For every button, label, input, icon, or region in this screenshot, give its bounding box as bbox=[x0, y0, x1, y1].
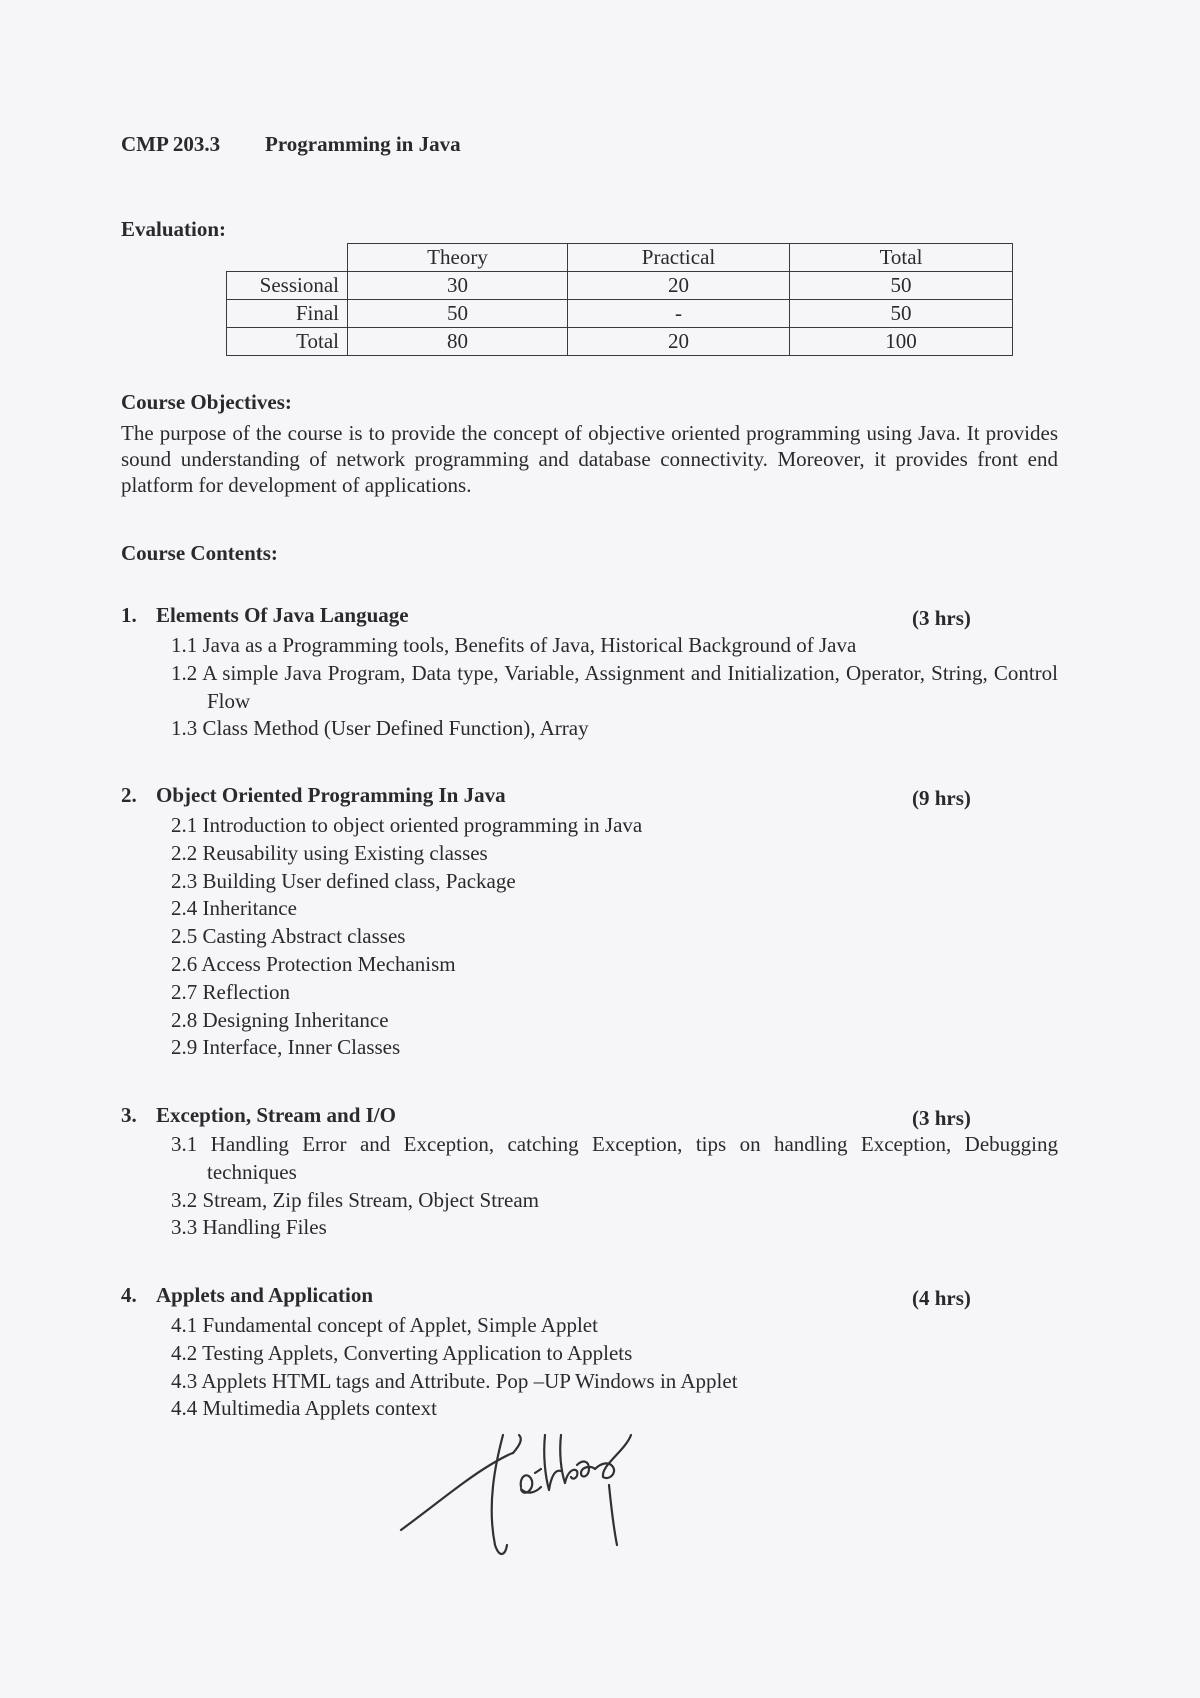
objectives-heading: Course Objectives: bbox=[121, 390, 292, 414]
section-number: 3. bbox=[121, 1103, 137, 1127]
course-title: Programming in Java bbox=[265, 132, 461, 156]
list-item: 4.1 Fundamental concept of Applet, Simple Applet bbox=[171, 1313, 598, 1337]
section-number: 2. bbox=[121, 783, 137, 807]
table-row bbox=[227, 300, 1013, 328]
table-cell: - bbox=[568, 300, 790, 328]
section-hours-3: (3 hrs) bbox=[912, 1106, 971, 1130]
evaluation-heading: Evaluation: bbox=[121, 217, 227, 241]
section-title-2 bbox=[121, 783, 506, 808]
list-item: 4.2 Testing Applets, Converting Application to Applets bbox=[171, 1340, 633, 1365]
section-title-text: Elements Of Java Language bbox=[156, 603, 409, 627]
list-item: 2.5 Casting Abstract classes bbox=[171, 924, 406, 949]
section-number: 1. bbox=[121, 603, 137, 627]
list-item: 3.3 Handling Files bbox=[171, 1215, 327, 1240]
section-title-3 bbox=[121, 1103, 396, 1128]
list-item: 2.8 Designing Inheritance bbox=[171, 1007, 389, 1032]
column-header: Theory bbox=[348, 244, 568, 272]
table-cell: 100 bbox=[790, 328, 1013, 356]
table-cell: 80 bbox=[348, 328, 568, 356]
list-item: 3.2 Stream, Zip files Stream, Object Stream bbox=[171, 1187, 539, 1212]
list-item: 2.1 Introduction to object oriented programming in Java bbox=[171, 813, 643, 837]
list-item: 3.1 Handling Error and Exception, catching Exception, tips on handling Exception, Debugging techniques bbox=[171, 1132, 1058, 1184]
topic-list-3 bbox=[171, 1131, 1058, 1242]
column-header: Total bbox=[790, 244, 1013, 272]
table-cell: 30 bbox=[348, 272, 568, 300]
table-row bbox=[227, 328, 1013, 356]
list-item: 2.2 Reusability using Existing classes bbox=[171, 840, 488, 865]
table-cell: 50 bbox=[790, 272, 1013, 300]
list-item: 2.3 Building User defined class, Package bbox=[171, 868, 516, 893]
course-code: CMP 203.3 bbox=[121, 132, 221, 156]
section-title-text: Object Oriented Programming In Java bbox=[156, 783, 506, 807]
list-item: 1.3 Class Method (User Defined Function), Array bbox=[171, 716, 589, 741]
section-title-4 bbox=[121, 1283, 373, 1308]
signature-image bbox=[395, 1395, 665, 1565]
section-hours-2: (9 hrs) bbox=[912, 786, 971, 810]
topic-list-1 bbox=[171, 632, 1058, 743]
list-item: 4.3 Applets HTML tags and Attribute. Pop –UP Windows in Applet bbox=[171, 1368, 738, 1393]
contents-heading: Course Contents: bbox=[121, 541, 278, 565]
list-item: 2.7 Reflection bbox=[171, 979, 290, 1004]
table-cell: 20 bbox=[568, 328, 790, 356]
section-title-text: Exception, Stream and I/O bbox=[156, 1103, 396, 1127]
evaluation-table bbox=[226, 243, 1013, 356]
table-cell: 50 bbox=[790, 300, 1013, 328]
list-item: 1.2 A simple Java Program, Data type, Variable, Assignment and Initialization, Operator, String, Control Flow bbox=[171, 660, 1058, 713]
table-row bbox=[227, 272, 1013, 300]
list-item: 2.6 Access Protection Mechanism bbox=[171, 951, 456, 976]
section-hours-4: (4 hrs) bbox=[912, 1286, 971, 1310]
section-number: 4. bbox=[121, 1283, 137, 1307]
row-label: Final bbox=[227, 300, 348, 328]
table-cell: 20 bbox=[568, 272, 790, 300]
table-cell: 50 bbox=[348, 300, 568, 328]
table-corner-cell bbox=[227, 244, 348, 272]
topic-list-2 bbox=[171, 812, 1058, 1062]
list-item: 1.1 Java as a Programming tools, Benefits of Java, Historical Background of Java bbox=[171, 633, 857, 657]
row-label: Sessional bbox=[227, 272, 348, 300]
section-title-1 bbox=[121, 603, 409, 628]
table-header-row bbox=[227, 244, 1013, 272]
objectives-paragraph: The purpose of the course is to provide the concept of objective oriented programming using Java. It provides sound understanding of network programming and database connectivity. Moreover, it provides front end platform for development of applications. bbox=[121, 421, 1058, 497]
column-header: Practical bbox=[568, 244, 790, 272]
section-hours-1: (3 hrs) bbox=[912, 606, 971, 630]
section-title-text: Applets and Application bbox=[156, 1283, 374, 1307]
row-label: Total bbox=[227, 328, 348, 356]
list-item: 4.4 Multimedia Applets context bbox=[171, 1396, 437, 1421]
list-item: 2.9 Interface, Inner Classes bbox=[171, 1035, 401, 1060]
list-item: 2.4 Inheritance bbox=[171, 896, 297, 921]
